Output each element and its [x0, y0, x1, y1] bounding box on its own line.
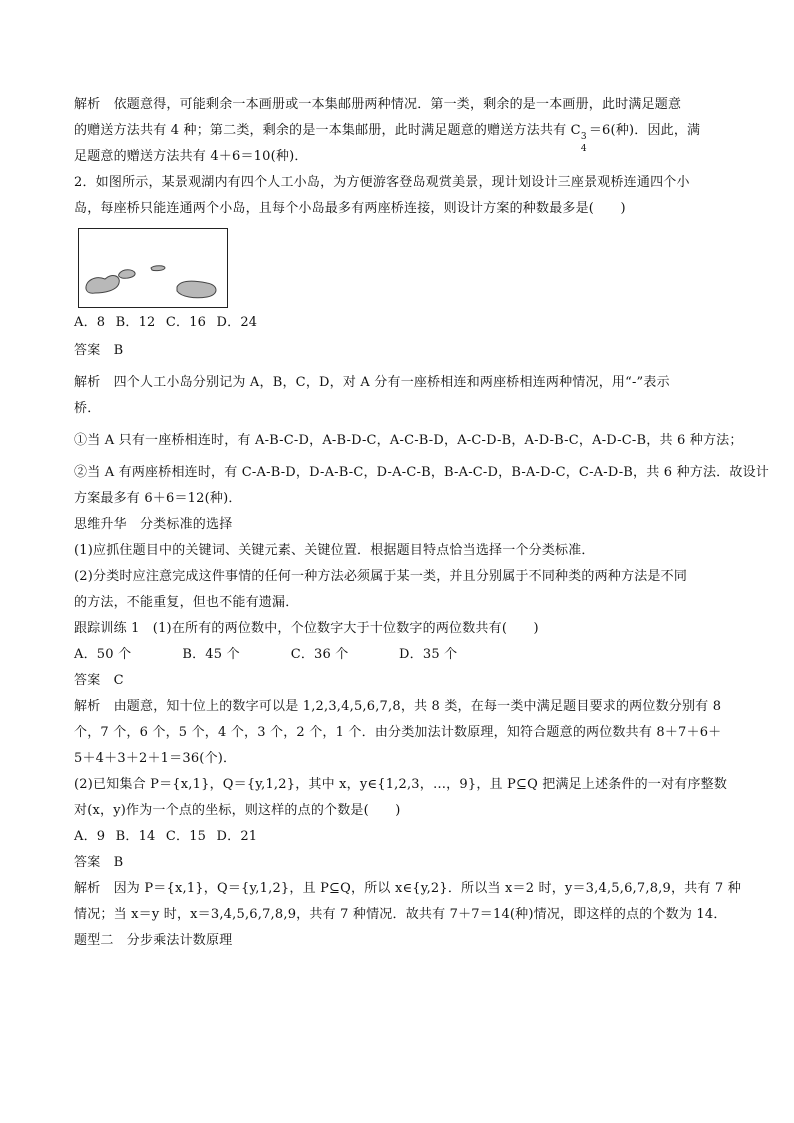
solution-line: 方案最多有 6＋6＝12(种)． — [74, 491, 242, 506]
question-2-options — [74, 310, 722, 336]
option-b: B．12 — [115, 315, 156, 330]
thinking-point: 的方法，不能重复，但也不能有遗漏． — [74, 595, 299, 610]
solution-case-2: ②当 A 有两座桥相连时，有 C-A-B-D，D-A-B-C，D-A-C-B，B-A-C-D，B-A-D-C，C-A-D-B，共 6 种方法．故设计 — [74, 465, 769, 480]
section-heading: 题型二 分步乘法计数原理 — [74, 933, 233, 948]
option-a: A．9 — [74, 829, 106, 844]
solution-case-1: ①当 A 只有一座桥相连时，有 A-B-C-D，A-B-D-C，A-C-B-D，A-C-D-B，A-D-B-C，A-D-C-B，共 6 种方法； — [74, 433, 743, 448]
thinking-point: (2)分类时应注意完成这件事情的任何一种方法必须属于某一类，并且分别属于不同种类的两种方法是不同 — [74, 569, 688, 584]
option-c: C．16 — [165, 315, 207, 330]
solution-line: 情况；当 x＝y 时，x＝3,4,5,6,7,8,9，共有 7 种情况．故共有 7＋7＝14(种)情况，即这样的点的个数为 14． — [74, 907, 727, 922]
solution-line-combination: 的赠送方法共有 4 种；第二类，剩余的是一本集邮册，此时满足题意的赠送方法共有 C 3 4 ＝6(种)．因此，满 — [74, 118, 722, 144]
option-b: B．14 — [115, 829, 156, 844]
option-d: D．21 — [216, 829, 258, 844]
question-2-line: 2．如图所示，某景观湖内有四个人工小岛，为方便游客登岛观赏美景，现计划设计三座景观桥连通四个小 — [74, 175, 690, 190]
solution-line: 解析 因为 P＝{x,1}，Q＝{y,1,2}，且 P⊆Q，所以 x∈{y,2}．所以当 x＝2 时，y＝3,4,5,6,7,8,9，共有 7 种 — [74, 881, 741, 896]
tracking-question-2: (2)已知集合 P＝{x,1}，Q＝{y,1,2}，其中 x，y∈{1,2,3，…，9}，且 P⊆Q 把满足上述条件的一对有序整数 — [74, 777, 728, 792]
option-a: A．8 — [74, 315, 106, 330]
islands-drawing — [79, 229, 226, 306]
tracking-options-1 — [74, 642, 722, 668]
solution-line: 足题意的赠送方法共有 4＋6＝10(种)． — [74, 149, 308, 164]
solution-line: 5＋4＋3＋2＋1＝36(个)． — [74, 751, 237, 766]
tracking-question-2: 对(x，y)作为一个点的坐标，则这样的点的个数是( ) — [74, 803, 401, 818]
question-2-line: 岛，每座桥只能连通两个小岛，且每个小岛最多有两座桥连接，则设计方案的种数最多是( ) — [74, 201, 626, 216]
lake-islands-figure — [78, 228, 228, 308]
document-page — [74, 92, 769, 954]
solution-line: 桥． — [74, 401, 101, 416]
solution-line: 解析 依题意得，可能剩余一本画册或一本集邮册两种情况．第一类，剩余的是一本画册，此时满足题意 — [74, 97, 682, 112]
option-c: C．36 个 — [290, 647, 349, 662]
combination-subscript: 4 — [580, 144, 587, 154]
island-2 — [119, 270, 135, 279]
answer-line: 答案 B — [74, 343, 124, 358]
island-4 — [177, 281, 216, 298]
answer-line: 答案 C — [74, 673, 124, 688]
island-1 — [86, 276, 119, 294]
option-d: D．24 — [216, 315, 258, 330]
option-a: A．50 个 — [74, 647, 132, 662]
option-d: D．35 个 — [399, 647, 458, 662]
answer-line: 答案 B — [74, 855, 124, 870]
option-b: B．45 个 — [182, 647, 240, 662]
island-3 — [151, 266, 165, 271]
option-c: C．15 — [165, 829, 207, 844]
solution-line: 解析 由题意，知十位上的数字可以是 1,2,3,4,5,6,7,8，共 8 类，在每一类中满足题目要求的两位数分别有 8 — [74, 699, 722, 714]
combination-superscript: 3 — [580, 132, 587, 142]
thinking-title: 思维升华 分类标准的选择 — [74, 517, 233, 532]
solution-line: 个，7 个，6 个，5 个，4 个，3 个，2 个，1 个．由分类加法计数原理，知符合题意的两位数共有 8＋7＋6＋ — [74, 725, 722, 740]
tracking-options-2 — [74, 824, 722, 850]
tracking-question-1: 跟踪训练 1 (1)在所有的两位数中，个位数字大于十位数字的两位数共有( ) — [74, 621, 539, 636]
solution-line: 解析 四个人工小岛分别记为 A，B，C，D，对 A 分有一座桥相连和两座桥相连两种情况，用“-”表示 — [74, 375, 670, 390]
thinking-point: (1)应抓住题目中的关键词、关键元素、关键位置．根据题目特点恰当选择一个分类标准． — [74, 543, 595, 558]
